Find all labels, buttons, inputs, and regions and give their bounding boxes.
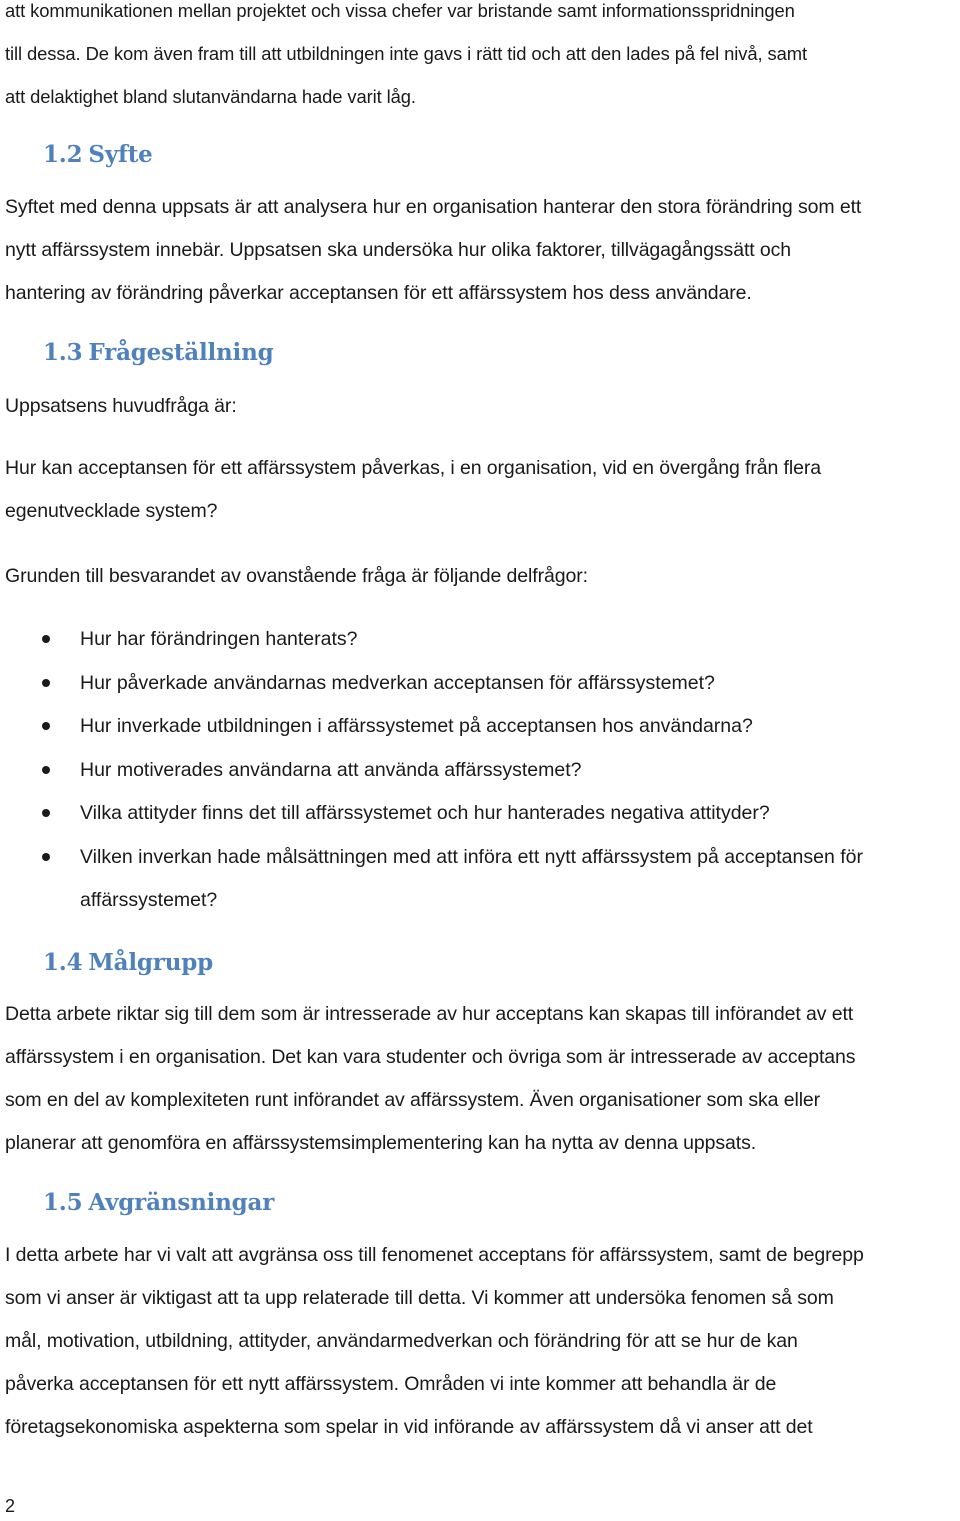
text-line: planerar att genomföra en affärssystemsimplementering kan ha nytta av denna uppsats. — [5, 1132, 757, 1154]
bullet-icon — [42, 766, 50, 774]
text-line: påverka acceptansen för ett nytt affärssystem. Områden vi inte kommer att behandla är de — [5, 1373, 777, 1395]
text-line: Syftet med denna uppsats är att analysera hur en organisation hanterar den stora förändring som ett — [5, 196, 862, 218]
list-item — [5, 749, 863, 793]
fragestallning-lead — [5, 385, 237, 428]
text-line: hantering av förändring påverkar acceptansen för ett affärssystem hos dess användare. — [5, 282, 752, 304]
heading-syfte — [43, 141, 153, 168]
heading-number: 1.2 — [43, 141, 83, 168]
heading-number: 1.4 — [43, 949, 83, 976]
subquestion-list — [5, 618, 863, 923]
text-line: Vilka attityder finns det till affärssystemet och hur hanterades negativa attityder? — [80, 802, 770, 824]
heading-number: 1.3 — [43, 339, 83, 366]
heading-number: 1.5 — [43, 1189, 83, 1216]
text-line: Hur inverkade utbildningen i affärssystemet på acceptansen hos användarna? — [80, 715, 753, 737]
bullet-icon — [42, 809, 50, 817]
bullet-icon — [42, 853, 50, 861]
main-question — [5, 447, 821, 533]
malgrupp-paragraph — [5, 993, 855, 1165]
bullet-icon — [42, 635, 50, 643]
text-line: nytt affärssystem innebär. Uppsatsen ska undersöka hur olika faktorer, tillvägagångssätt och — [5, 239, 792, 261]
syfte-paragraph — [5, 186, 861, 315]
text-line: Hur motiverades användarna att använda affärssystemet? — [80, 758, 582, 781]
text-line: Hur påverkade användarnas medverkan acceptansen för affärssystemet? — [80, 671, 715, 694]
heading-malgrupp — [43, 949, 213, 976]
text-line: företagsekonomiska aspekterna som spelar in vid införande av affärssystem då vi anser att det — [5, 1416, 813, 1438]
list-item — [5, 662, 863, 706]
heading-title: Målgrupp — [88, 949, 214, 976]
list-item — [5, 792, 863, 836]
heading-title: Syfte — [88, 141, 153, 168]
text-line: att delaktighet bland slutanvändarna hade varit låg. — [5, 86, 416, 107]
heading-fragestallning — [43, 339, 274, 366]
text-line: Grunden till besvarandet av ovanstående fråga är följande delfrågor: — [5, 565, 588, 587]
text-line: affärssystem i en organisation. Det kan vara studenter och övriga som är intresserade av acceptans — [5, 1046, 856, 1068]
bullet-icon — [42, 722, 50, 730]
page-number: 2 — [5, 1496, 16, 1516]
text-line: Uppsatsens huvudfråga är: — [5, 395, 237, 417]
list-item — [5, 705, 863, 749]
subquestions-intro — [5, 555, 588, 598]
heading-title: Avgränsningar — [88, 1189, 275, 1216]
list-item — [5, 836, 863, 923]
text-line: till dessa. De kom även fram till att utbildningen inte gavs i rätt tid och att den lades på fel nivå, samt — [5, 43, 807, 64]
text-line: mål, motivation, utbildning, attityder, användarmedverkan och förändring för att se hur de kan — [5, 1330, 798, 1352]
text-line: som vi anser är viktigast att ta upp relaterade till detta. Vi kommer att undersöka fenomen så som — [5, 1287, 834, 1309]
bullet-icon — [42, 679, 50, 687]
text-line: Hur har förändringen hanterats? — [80, 628, 358, 650]
text-line: att kommunikationen mellan projektet och vissa chefer var bristande samt informationsspridningen — [5, 0, 795, 21]
heading-title: Frågeställning — [88, 339, 274, 366]
text-line: Vilken inverkan hade målsättningen med att införa ett nytt affärssystem på acceptansen för — [80, 845, 863, 868]
text-line: affärssystemet? — [80, 889, 218, 911]
text-line: som en del av komplexiteten runt införandet av affärssystem. Även organisationer som ska eller — [5, 1089, 821, 1111]
heading-avgransningar — [43, 1189, 274, 1216]
text-line: I detta arbete har vi valt att avgränsa oss till fenomenet acceptans för affärssystem, samt de begrepp — [5, 1244, 864, 1266]
text-line: egenutvecklade system? — [5, 500, 218, 522]
text-line: Hur kan acceptansen för ett affärssystem påverkas, i en organisation, vid en övergång från flera — [5, 457, 821, 479]
intro-paragraph — [5, 0, 807, 118]
text-line: Detta arbete riktar sig till dem som är intresserade av hur acceptans kan skapas till införandet av ett — [5, 1003, 854, 1025]
list-item — [5, 618, 863, 662]
avgransningar-paragraph — [5, 1234, 864, 1449]
